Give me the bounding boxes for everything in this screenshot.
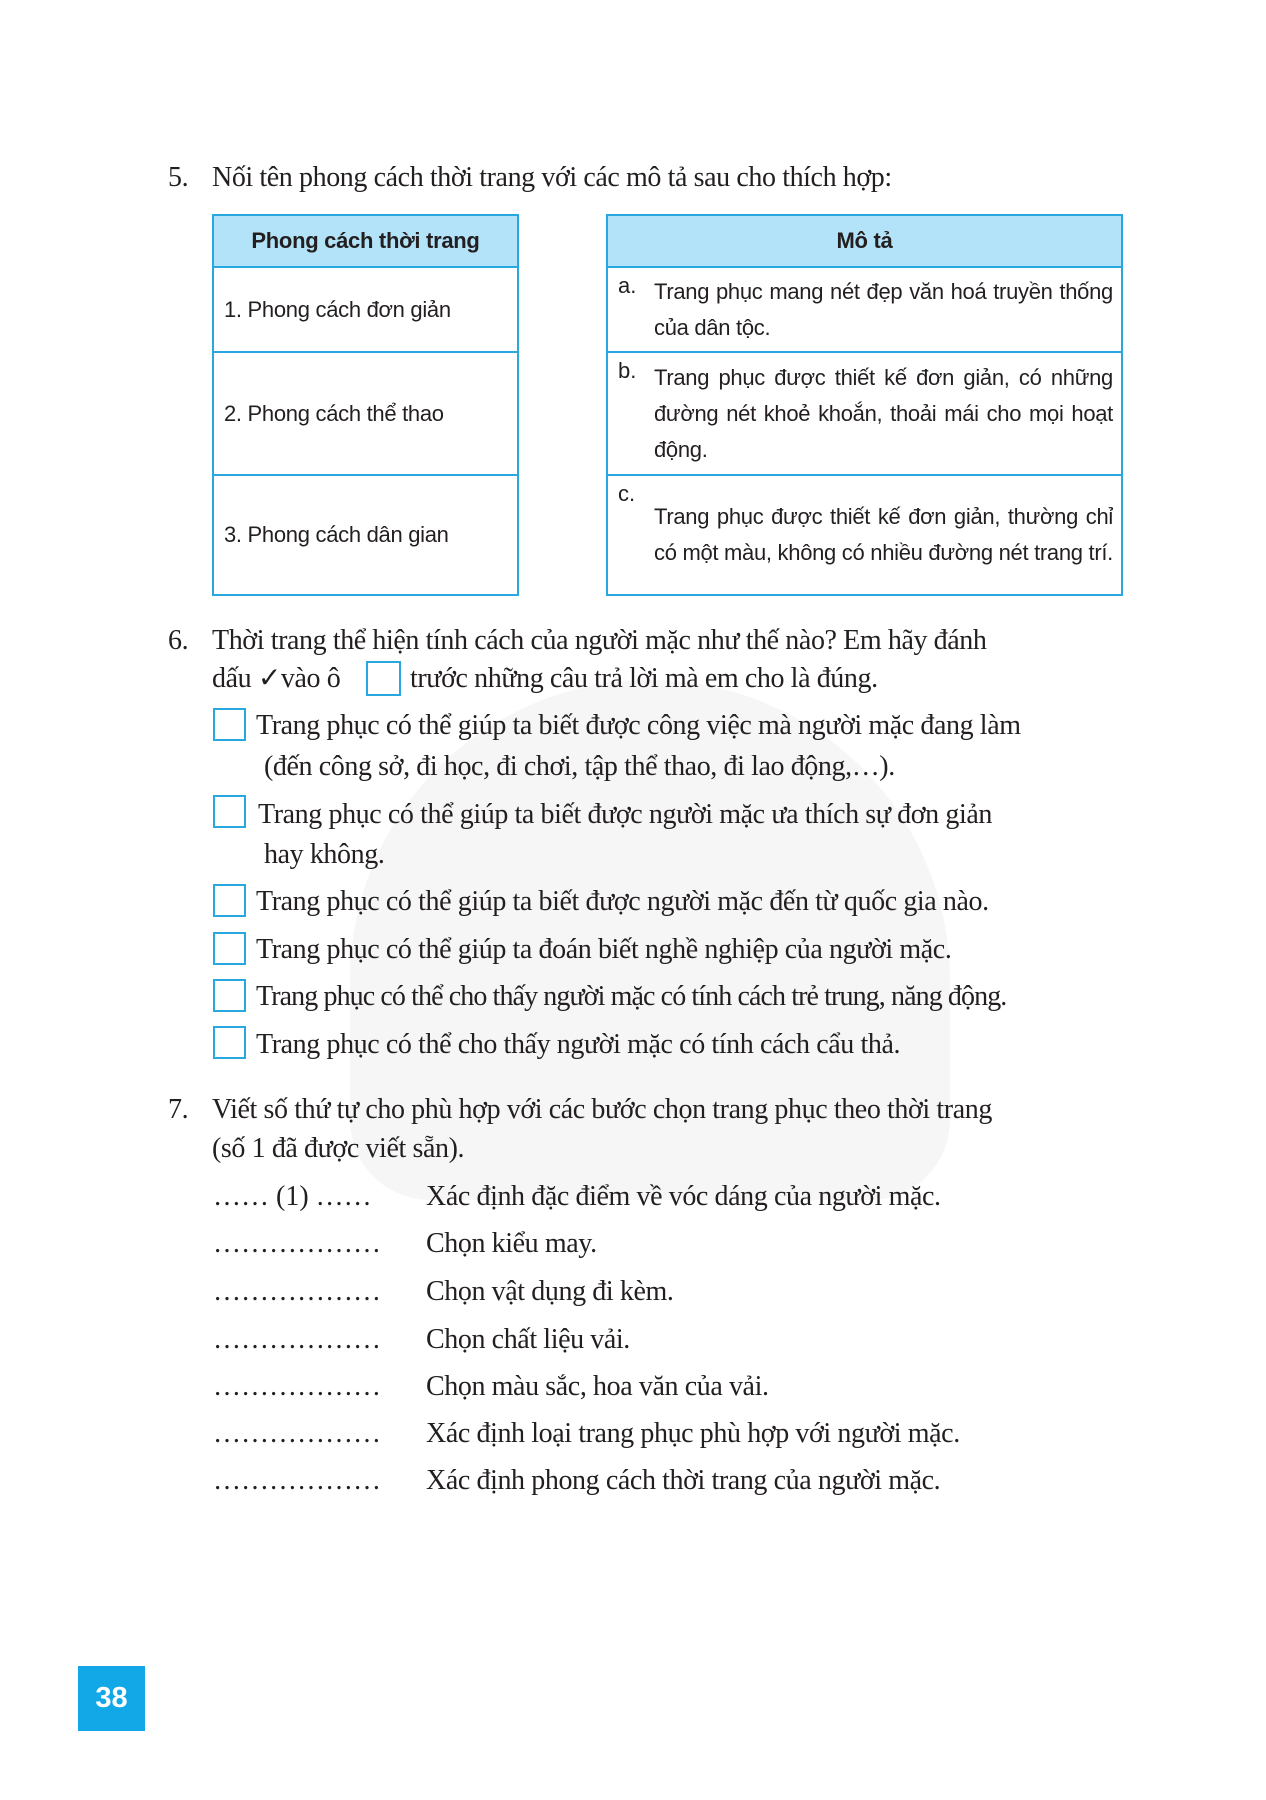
question-number: 6. [168,625,189,656]
option-checkbox[interactable] [213,795,246,828]
question-prompt-line1: Thời trang thể hiện tính cách của người mặc như thế nào? Em hãy đánh [212,625,987,656]
description-text: Trang phục mang nét đẹp văn hoá truyền thống của dân tộc. [654,278,1113,340]
step-text: Chọn kiểu may. [426,1228,597,1259]
option-text: Trang phục có thể giúp ta biết được người mặc ưa thích sự đơn giản [258,799,992,830]
question-number: 5. [168,162,189,193]
step-number-blank[interactable]: ……………… [213,1276,381,1307]
option-checkbox[interactable] [213,979,246,1012]
step-number-blank[interactable]: ……………… [213,1465,381,1496]
option-text-cont: (đến công sở, đi học, đi chơi, tập thể thao, đi lao động,…). [264,751,895,782]
description-text: Trang phục được thiết kế đơn giản, có những đường nét khoẻ khoắn, thoải mái cho mọi hoạt động. [654,364,1113,462]
step-text: Chọn màu sắc, hoa văn của vải. [426,1371,769,1402]
question-prompt-line1: Viết số thứ tự cho phù hợp với các bước chọn trang phục theo thời trang [212,1094,992,1125]
page-number: 38 [78,1666,145,1731]
option-checkbox[interactable] [213,884,246,917]
option-checkbox[interactable] [213,708,246,741]
description-label: a. [618,273,637,298]
question-prompt: Nối tên phong cách thời trang với các mô tả sau cho thích hợp: [212,162,892,193]
style-item[interactable]: 2. Phong cách thể thao [214,353,517,476]
step-number-blank[interactable]: …… (1) …… [213,1181,372,1212]
description-item[interactable] [608,476,1121,593]
step-text: Xác định loại trang phục phù hợp với người mặc. [426,1418,960,1449]
style-item[interactable]: 3. Phong cách dân gian [224,521,449,547]
option-text-cont: hay không. [264,839,385,870]
description-item[interactable] [608,353,1121,476]
description-text: Trang phục được thiết kế đơn giản, thường chỉ có một màu, không có nhiều đường nét trang trí. [654,503,1113,565]
question-prompt-line2b: trước những câu trả lời mà em cho là đúng. [410,663,878,694]
question-prompt-line2: (số 1 đã được viết sẵn). [212,1133,465,1164]
description-label: c. [618,481,636,506]
step-number-blank[interactable]: ……………… [213,1324,381,1355]
step-text: Chọn chất liệu vải. [426,1324,630,1355]
option-checkbox[interactable] [213,1026,246,1059]
option-text: Trang phục có thể giúp ta đoán biết nghề nghiệp của người mặc. [256,934,952,965]
step-number-blank[interactable]: ……………… [213,1371,381,1402]
style-table-header: Phong cách thời trang [214,216,517,268]
step-text: Xác định đặc điểm về vóc dáng của người mặc. [426,1181,941,1212]
style-item[interactable]: 1. Phong cách đơn giản [214,268,517,353]
style-table [212,214,519,596]
option-checkbox[interactable] [213,932,246,965]
description-label: b. [618,358,637,383]
option-text: Trang phục có thể giúp ta biết được người mặc đến từ quốc gia nào. [256,886,989,917]
description-table-header: Mô tả [608,216,1121,268]
step-number-blank[interactable]: ……………… [213,1418,381,1449]
option-text: Trang phục có thể cho thấy người mặc có tính cách trẻ trung, năng động. [256,981,1007,1012]
step-text: Xác định phong cách thời trang của người mặc. [426,1465,941,1496]
step-text: Chọn vật dụng đi kèm. [426,1276,674,1307]
question-prompt-line2a: dấu ✓vào ô [212,663,341,694]
step-number-blank[interactable]: ……………… [213,1228,381,1259]
description-item[interactable] [608,268,1121,353]
option-text: Trang phục có thể giúp ta biết được công việc mà người mặc đang làm [256,710,1021,741]
question-number: 7. [168,1094,189,1125]
description-table [606,214,1123,596]
option-text: Trang phục có thể cho thấy người mặc có tính cách cẩu thả. [256,1029,901,1060]
example-checkbox-icon [366,661,401,696]
